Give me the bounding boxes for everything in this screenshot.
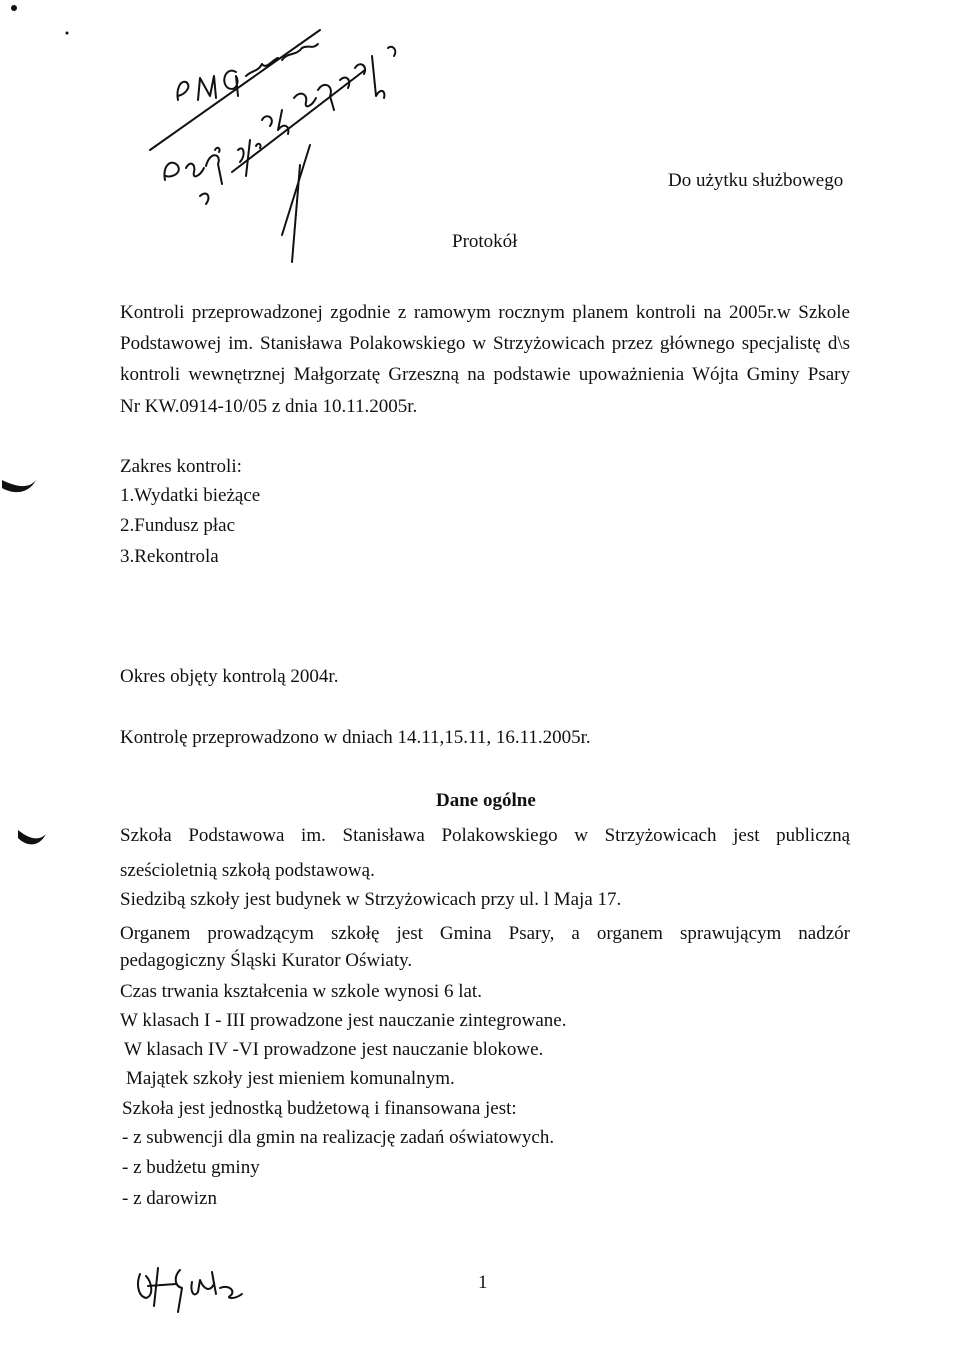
scope-item: 3.Rekontrola <box>120 546 219 567</box>
general-line: W klasach IV -VI prowadzone jest nauczanie blokowe. <box>124 1039 544 1060</box>
general-line: W klasach I - III prowadzone jest nauczanie zintegrowane. <box>120 1010 567 1031</box>
general-line: Szkoła jest jednostką budżetową i finansowana jest: <box>122 1098 517 1119</box>
page-number: 1 <box>478 1272 488 1293</box>
document-title: Protokół <box>452 231 518 252</box>
intro-line: Kontroli przeprowadzonej zgodnie z ramowym rocznym planem kontroli na 2005r.w Szkole <box>120 302 850 323</box>
intro-line: Nr KW.0914-10/05 z dnia 10.11.2005r. <box>120 396 418 417</box>
funding-item: - z budżetu gminy <box>122 1157 260 1178</box>
general-line: sześcioletnią szkołą podstawową. <box>120 860 375 881</box>
general-line: Siedzibą szkoły jest budynek w Strzyżowicach przy ul. l Maja 17. <box>120 889 622 910</box>
audit-period: Okres objęty kontrolą 2004r. <box>120 666 339 687</box>
scope-item: 2.Fundusz płac <box>120 515 236 536</box>
audit-dates: Kontrolę przeprowadzono w dniach 14.11,15.11, 16.11.2005r. <box>120 727 591 748</box>
funding-item: - z subwencji dla gmin na realizację zadań oświatowych. <box>122 1127 555 1148</box>
handwritten-annotation <box>0 0 960 300</box>
scope-heading: Zakres kontroli: <box>120 456 242 477</box>
section-title: Dane ogólne <box>436 790 536 811</box>
intro-line: Podstawowej im. Stanisława Polakowskiego w Strzyżowicach przez głównego specjalistę d\s <box>120 333 850 354</box>
scope-item: 1.Wydatki bieżące <box>120 485 261 506</box>
service-stamp: Do użytku służbowego <box>668 170 844 191</box>
general-line: Majątek szkoły jest mieniem komunalnym. <box>126 1068 455 1089</box>
handwritten-signature <box>130 1262 270 1322</box>
general-line: Czas trwania kształcenia w szkole wynosi 6 lat. <box>120 981 482 1002</box>
general-line: pedagogiczny Śląski Kurator Oświaty. <box>120 950 413 971</box>
general-line: Organem prowadzącym szkołę jest Gmina Psary, a organem sprawującym nadzór <box>120 923 850 944</box>
intro-line: kontroli wewnętrznej Małgorzatę Grzeszną na podstawie upoważnienia Wójta Gminy Psary <box>120 364 850 385</box>
funding-item: - z darowizn <box>122 1188 217 1209</box>
scan-marks <box>0 0 60 900</box>
general-line: Szkoła Podstawowa im. Stanisława Polakowskiego w Strzyżowicach jest publiczną <box>120 825 850 846</box>
